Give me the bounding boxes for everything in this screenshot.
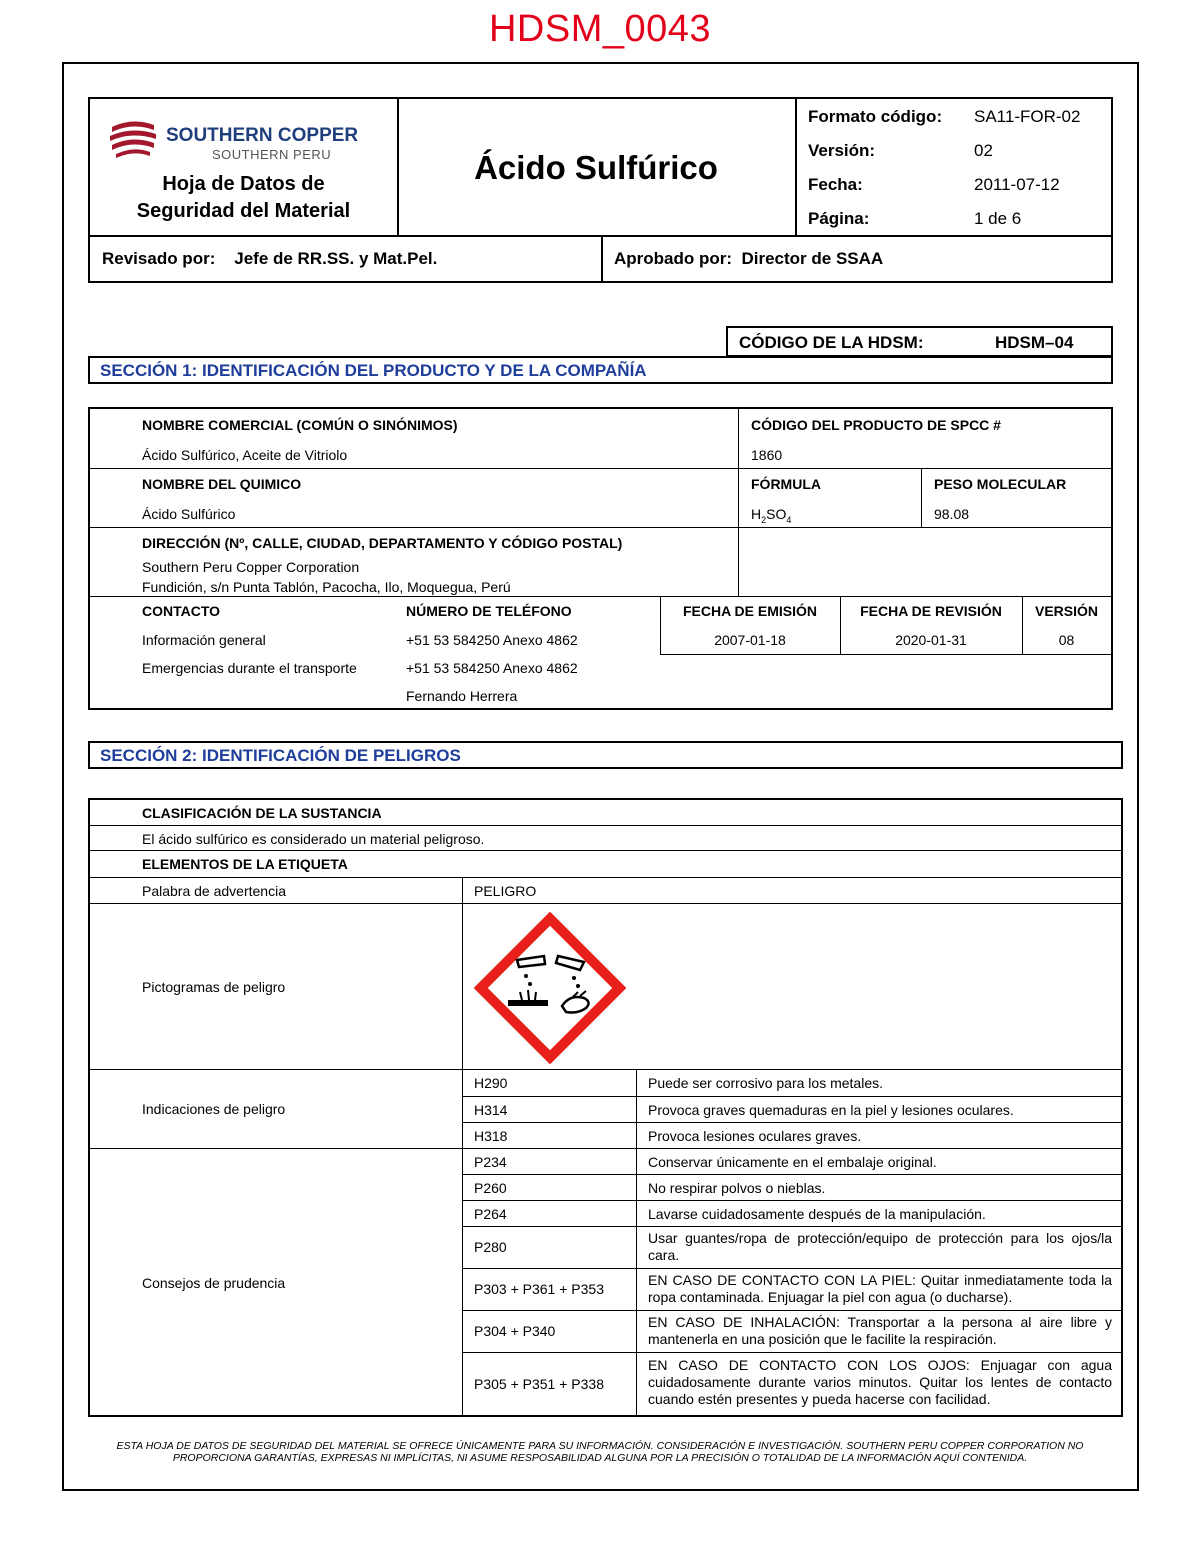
meta-value: 1 de 6: [974, 209, 1022, 228]
section-1-title: SECCIÓN 1: IDENTIFICACIÓN DEL PRODUCTO Y DE LA COMPAÑÍA: [88, 356, 1113, 384]
hazard-code: H318: [474, 1128, 508, 1144]
hdsm-code-label: CÓDIGO DE LA HDSM:: [739, 333, 924, 352]
classification: El ácido sulfúrico es considerado un material peligroso.: [142, 831, 485, 847]
disclaimer-footer: ESTA HOJA DE DATOS DE SEGURIDAD DEL MATERIAL SE OFRECE ÚNICAMENTE PARA SU INFORMACIÓN. CONSIDERACIÓN E INVESTIGACIÓN. SOUTHERN PERU COPPER CORPORATION NO PROPORCIONA GARANTÍAS, EXPRESAS NI IMPLÍCITAS, NI ASUME RESPOSABILIDAD ALGUNA POR LA PRECISIÓN O TOTALIDAD DE LA INFORMACIÓN AQUÍ CONTENIDA.: [116, 1440, 1084, 1464]
formula-label: FÓRMULA: [751, 476, 821, 492]
meta-value: 2011-07-12: [974, 175, 1060, 194]
product-code-label: CÓDIGO DEL PRODUCTO DE SPCC #: [751, 417, 1001, 433]
meta-key: Fecha:: [808, 175, 863, 194]
precautionary-statements-label: Consejos de prudencia: [142, 1275, 286, 1291]
phone-emergency: +51 53 584250 Anexo 4862: [406, 660, 578, 676]
revised-by: Revisado por: Jefe de RR.SS. y Mat.Pel.: [102, 249, 438, 268]
version: 08: [1058, 632, 1075, 648]
trade-name-label: NOMBRE COMERCIAL (COMÚN O SINÓNIMOS): [142, 417, 458, 433]
phone-label: NÚMERO DE TELÉFONO: [406, 603, 572, 619]
precaution-code: P264: [474, 1206, 507, 1222]
pictograms-label: Pictogramas de peligro: [142, 979, 286, 995]
approved-by: Aprobado por: Director de SSAA: [614, 249, 884, 268]
trade-name: Ácido Sulfúrico, Aceite de Vitriolo: [142, 447, 348, 463]
company-name: SOUTHERN COPPER: [166, 125, 359, 146]
precaution-code: P305 + P351 + P338: [474, 1376, 604, 1392]
hdsm-code-box: [726, 326, 1113, 357]
precaution-code: P260: [474, 1180, 507, 1196]
precaution-text: EN CASO DE CONTACTO CON LOS OJOS: Enjuagar con agua cuidadosamente durante varios minutos. Quitar los lentes de contacto cuando estén presentes y pueda hacerse con facilidad.: [648, 1357, 1112, 1407]
document-id: HDSM_0043: [488, 8, 712, 50]
contact-emergency: Emergencias durante el transporte: [142, 660, 357, 676]
company-logo: [108, 117, 368, 165]
corrosive-pictogram-icon: [474, 912, 626, 1064]
precaution-code: P234: [474, 1154, 507, 1170]
label-elements-label: ELEMENTOS DE LA ETIQUETA: [142, 856, 348, 872]
hazard-text: Puede ser corrosivo para los metales.: [648, 1075, 883, 1091]
hazard-code: H290: [474, 1075, 508, 1091]
hazard-statements-label: Indicaciones de peligro: [142, 1101, 286, 1117]
molecular-weight-label: PESO MOLECULAR: [934, 476, 1067, 492]
precaution-code: P280: [474, 1239, 507, 1255]
meta-value: 02: [974, 141, 993, 160]
section-2-title: SECCIÓN 2: IDENTIFICACIÓN DE PELIGROS: [88, 741, 1123, 769]
product-title: Ácido Sulfúrico: [474, 149, 718, 186]
hdsm-code-value: HDSM–04: [995, 333, 1074, 352]
issue-date-label: FECHA DE EMISIÓN: [682, 603, 818, 619]
precaution-code: P303 + P361 + P353: [474, 1281, 604, 1297]
signal-word: PELIGRO: [474, 883, 537, 899]
document-type-line-1: Hoja de Datos de: [162, 173, 325, 195]
document-type-line-2: Seguridad del Material: [136, 200, 351, 222]
version-label: VERSIÓN: [1034, 603, 1098, 619]
meta-key: Página:: [808, 209, 870, 228]
meta-key: Versión:: [808, 141, 876, 160]
contact-person: Fernando Herrera: [406, 688, 518, 704]
precaution-text: Usar guantes/ropa de protección/equipo de protección para los ojos/la cara.: [648, 1230, 1112, 1263]
phone-general: +51 53 584250 Anexo 4862: [406, 632, 578, 648]
section-2-table: [88, 798, 1123, 1417]
formula: $H_2SO_4$: [751, 506, 792, 525]
precaution-text: EN CASO DE CONTACTO CON LA PIEL: Quitar inmediatamente toda la ropa contaminada. Enjuagar la piel con agua (o ducharse).: [648, 1272, 1112, 1305]
hazard-text: Provoca graves quemaduras en la piel y lesiones oculares.: [648, 1102, 1014, 1118]
signal-word-label: Palabra de advertencia: [142, 883, 286, 899]
address-label: DIRECCIÓN (Nº, CALLE, CIUDAD, DEPARTAMENTO Y CÓDIGO POSTAL): [142, 535, 623, 551]
precaution-text: No respirar polvos o nieblas.: [648, 1180, 826, 1196]
section-1-table: [88, 407, 1113, 710]
classification-label: CLASIFICACIÓN DE LA SUSTANCIA: [142, 805, 382, 821]
revision-date: 2020-01-31: [895, 632, 967, 648]
hazard-text: Provoca lesiones oculares graves.: [648, 1128, 862, 1144]
precaution-text: Lavarse cuidadosamente después de la manipulación.: [648, 1206, 986, 1222]
precaution-text: Conservar únicamente en el embalaje original.: [648, 1154, 937, 1170]
southern-copper-logo-icon: [108, 117, 158, 163]
chemical-name-label: NOMBRE DEL QUIMICO: [142, 476, 302, 492]
contact-label: CONTACTO: [142, 603, 221, 619]
issue-date: 2007-01-18: [714, 632, 786, 648]
molecular-weight: 98.08: [934, 506, 970, 522]
precaution-code: P304 + P340: [474, 1323, 556, 1339]
meta-value: SA11-FOR-02: [974, 107, 1081, 126]
chemical-name: Ácido Sulfúrico: [142, 506, 236, 522]
address-line-1: Southern Peru Copper Corporation: [142, 559, 360, 575]
company-subname: SOUTHERN PERU: [212, 147, 332, 162]
revision-date-label: FECHA DE REVISIÓN: [860, 603, 1002, 619]
document-header: [88, 97, 1113, 283]
meta-key: Formato código:: [808, 107, 943, 126]
contact-general: Información general: [142, 632, 266, 648]
document-type: [90, 171, 397, 225]
address-line-2: Fundición, s/n Punta Tablón, Pacocha, Ilo, Moquegua, Perú: [142, 579, 511, 595]
hazard-code: H314: [474, 1102, 508, 1118]
product-code: 1860: [751, 447, 783, 463]
precaution-text: EN CASO DE INHALACIÓN: Transportar a la persona al aire libre y mantenerla en una posición que le facilite la respiración.: [648, 1314, 1112, 1347]
